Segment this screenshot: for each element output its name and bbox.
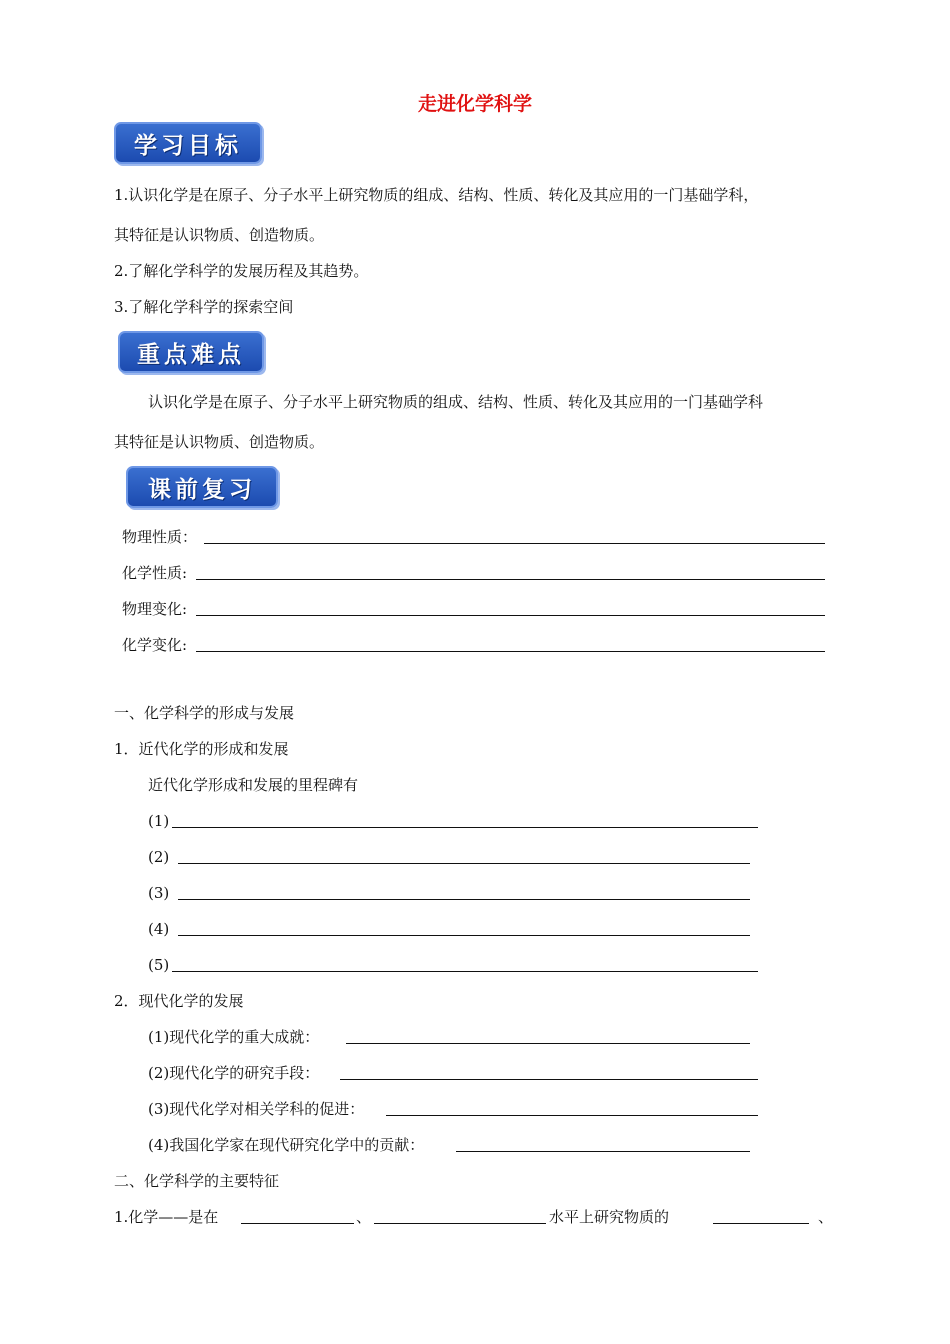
section-2-item-1-mid: 水平上研究物质的 — [549, 1208, 670, 1226]
section-2-heading: 二、化学科学的主要特征 — [114, 1172, 280, 1190]
milestone-label-2: (2) — [148, 848, 170, 866]
milestone-label-4: (4) — [148, 920, 170, 938]
review-physical-change-label: 物理变化: — [122, 600, 188, 618]
section-1-heading: 一、化学科学的形成与发展 — [114, 704, 295, 722]
milestone-blank-1[interactable] — [172, 827, 758, 828]
review-chemical-property-blank[interactable] — [196, 579, 825, 580]
milestone-label-5: (5) — [148, 956, 170, 974]
section-2-item-1-sep: 、 — [356, 1208, 372, 1226]
key-points-line-1: 认识化学是在原子、分子水平上研究物质的组成、结构、性质、转化及其应用的一门基础学科 — [148, 393, 764, 411]
section-2-blank-3[interactable] — [713, 1223, 809, 1224]
objectives-badge: 学习目标 — [114, 122, 262, 164]
milestone-label-3: (3) — [148, 884, 170, 902]
milestone-blank-3[interactable] — [178, 899, 750, 900]
modern-blank-2[interactable] — [340, 1079, 758, 1080]
key-points-badge: 重点难点 — [118, 331, 264, 373]
objective-2: 2.了解化学科学的发展历程及其趋势。 — [114, 262, 369, 280]
modern-label-1: (1)现代化学的重大成就： — [148, 1028, 320, 1046]
review-chemical-change-label: 化学变化: — [122, 636, 188, 654]
objective-1-line-1: 1.认识化学是在原子、分子水平上研究物质的组成、结构、性质、转化及其应用的一门基础学科， — [114, 186, 759, 204]
section-1-sub-1-intro: 近代化学形成和发展的里程碑有 — [148, 776, 359, 794]
modern-blank-1[interactable] — [346, 1043, 750, 1044]
modern-blank-4[interactable] — [456, 1151, 750, 1152]
modern-label-3: (3)现代化学对相关学科的促进： — [148, 1100, 365, 1118]
section-2-blank-1[interactable] — [241, 1223, 354, 1224]
modern-label-4: (4)我国化学家在现代研究化学中的贡献： — [148, 1136, 425, 1154]
review-physical-change-blank[interactable] — [196, 615, 825, 616]
milestone-blank-2[interactable] — [178, 863, 750, 864]
section-1-sub-2: 2．现代化学的发展 — [114, 992, 244, 1010]
objective-1-line-2: 其特征是认识物质、创造物质。 — [114, 226, 325, 244]
modern-blank-3[interactable] — [386, 1115, 758, 1116]
section-1-sub-1: 1．近代化学的形成和发展 — [114, 740, 289, 758]
review-physical-property-blank[interactable] — [204, 543, 825, 544]
key-points-line-2: 其特征是认识物质、创造物质。 — [114, 433, 325, 451]
review-chemical-change-blank[interactable] — [196, 651, 825, 652]
modern-label-2: (2)现代化学的研究手段： — [148, 1064, 320, 1082]
milestone-blank-4[interactable] — [178, 935, 750, 936]
review-physical-property-label: 物理性质： — [122, 528, 198, 546]
review-badge: 课前复习 — [126, 466, 278, 508]
review-chemical-property-label: 化学性质: — [122, 564, 188, 582]
milestone-blank-5[interactable] — [172, 971, 758, 972]
milestone-label-1: (1) — [148, 812, 170, 830]
section-2-item-1-prefix: 1.化学——是在 — [114, 1208, 219, 1226]
objective-3: 3.了解化学科学的探索空间 — [114, 298, 294, 316]
section-2-item-1-end: 、 — [818, 1208, 834, 1226]
section-2-blank-2[interactable] — [374, 1223, 546, 1224]
page-title: 走进化学科学 — [417, 93, 532, 115]
